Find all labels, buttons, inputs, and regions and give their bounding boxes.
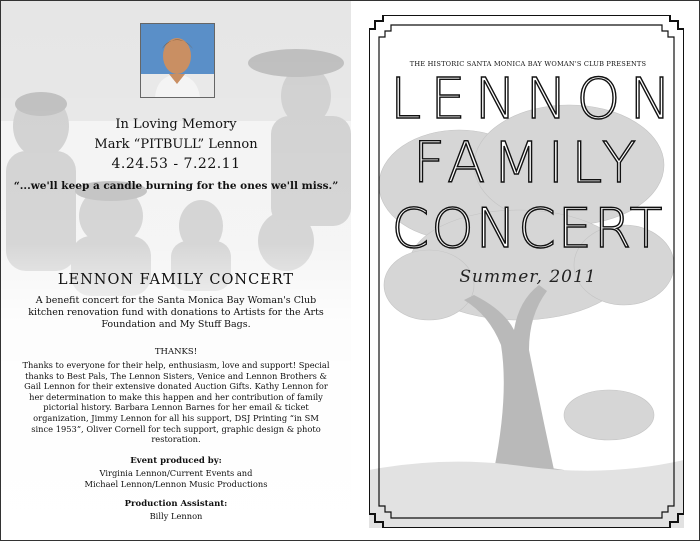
- assistant-name: Billy Lennon: [149, 511, 203, 521]
- cover-title-word: CONCERT: [391, 197, 665, 260]
- producer-line: Michael Lennon/Lennon Music Productions: [84, 479, 268, 489]
- cover-title-word: FAMILY: [412, 131, 644, 196]
- season-subtitle: Summer, 2011: [459, 267, 597, 287]
- cover-title-word: LENNON: [390, 67, 681, 132]
- concert-description: A benefit concert for the Santa Monica Bay Woman's Club kitchen renovation fund with donations to Artists for the Arts Foundation and My Stuff Bags.: [28, 295, 324, 330]
- memorial-heading: In Loving Memory: [115, 117, 237, 132]
- left-text-block: [1, 1, 351, 540]
- assistant-heading: Production Assistant:: [124, 499, 228, 509]
- producer-line: Virginia Lennon/Current Events and: [99, 468, 253, 478]
- memorial-name: Mark “PITBULL” Lennon: [94, 137, 258, 152]
- thanks-heading: THANKS!: [154, 347, 198, 357]
- producer-heading: Event produced by:: [130, 456, 222, 466]
- memorial-dates: 4.24.53 - 7.22.11: [111, 156, 241, 172]
- portrait-photo: [140, 23, 215, 98]
- memorial-quote: “...we'll keep a candle burning for the ones we'll miss.”: [13, 180, 339, 192]
- concert-title: LENNON FAMILY CONCERT: [57, 272, 295, 288]
- thanks-body: Thanks to everyone for their help, enthusiasm, love and support! Special thanks to Best Pals, The Lennon Sisters, Venice and Lennon Brothers & Gail Lennon for their extensive donated Auction Gifts. Kathy Lennon for her determination to make this happen and her contribution of family pictorial history. Barbara Lennon Barnes for her email & ticket organization, Jimmy Lennon for all his support, DSJ Printing “in SM since 1953”, Oliver Cornell for tech support, graphic design & photo restoration.: [22, 360, 330, 445]
- left-panel: [1, 1, 351, 540]
- presenter-line: THE HISTORIC SANTA MONICA BAY WOMAN'S CLUB PRESENTS: [409, 60, 647, 68]
